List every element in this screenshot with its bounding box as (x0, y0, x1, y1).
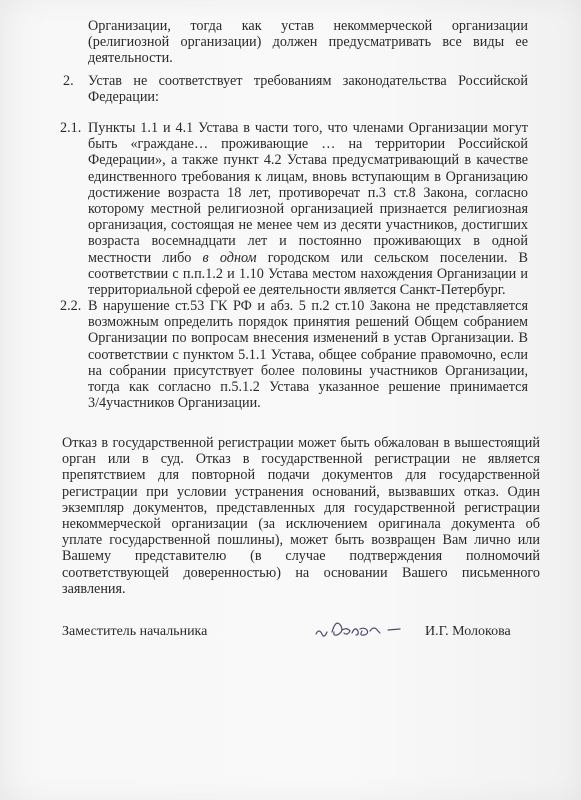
signatory-name: И.Г. Молокова (425, 624, 511, 639)
item-2-1-text-b: городском или сельском поселении. В соответствии с п.п.1.2 и 1.10 Устава местом нахождения Организации и территориальной сферой ее деятельности является Санкт-Петербург. (88, 249, 529, 299)
item-2-1-text-a: Пункты 1.1 и 4.1 Устава в части того, что членами Организации могут быть «граждане… проживающие … на территории Российской Федерации», а также пункт 4.2 Устава предусматривающий в качестве единственного требования к лицам, вновь вступающим в Организацию достижение возраста 18 лет, противоречат п.3 ст.8 Закона, согласно которому местной религиозной организацией признается религиозная организация, состоящая не менее чем из десяти участников, достигших возраста восемнадцати лет и постоянно проживающих в одной местности либо (88, 120, 528, 266)
item-2-1-text (88, 120, 528, 298)
item-2-2-text: В нарушение ст.53 ГК РФ и абз. 5 п.2 ст.10 Закона не представляется возможным определить порядок принятия решений Общем собранием Организации по вопросам внесения изменений в устав Организации. В соответствии с пунктом 5.1.1 Устава, общее собрание правомочно, если на собрании присутствует более половины участников Организации, тогда как согласно п.5.1.2 Устава указанное решение принимается 3/4участников Организации. (88, 298, 528, 412)
item-2-text: Устав не соответствует требованиям законодательства Российской Федерации: (88, 73, 528, 106)
item-2-2-number: 2.2. (60, 298, 82, 314)
item-2-1-number: 2.1. (60, 120, 82, 136)
intro-paragraph: Организации, тогда как устав некоммерческой организации (религиозной организации) должен предусматривать все виды ее деятельности. (88, 18, 528, 67)
item-2-1-emphasis: в одном (202, 249, 257, 266)
appeal-paragraph: Отказ в государственной регистрации может быть обжалован в вышестоящий орган или в суд. Отказ в государственной регистрации не является препятствием для повторной подачи документов для государственной регистрации при условии устранения оснований, вызвавших отказ. Один экземпляр документов, представленных для государственной регистрации некоммерческой организации (за исключением оригинала документа об уплате государственной пошлины), может быть возвращен Вам лично или Вашему представителю (в случае подтверждения полномочий соответствующей доверенностью) на основании Вашего письменного заявления. (62, 435, 540, 597)
item-2-number: 2. (63, 73, 74, 89)
handwritten-signature (312, 612, 412, 646)
signatory-position: Заместитель начальника (62, 624, 208, 639)
